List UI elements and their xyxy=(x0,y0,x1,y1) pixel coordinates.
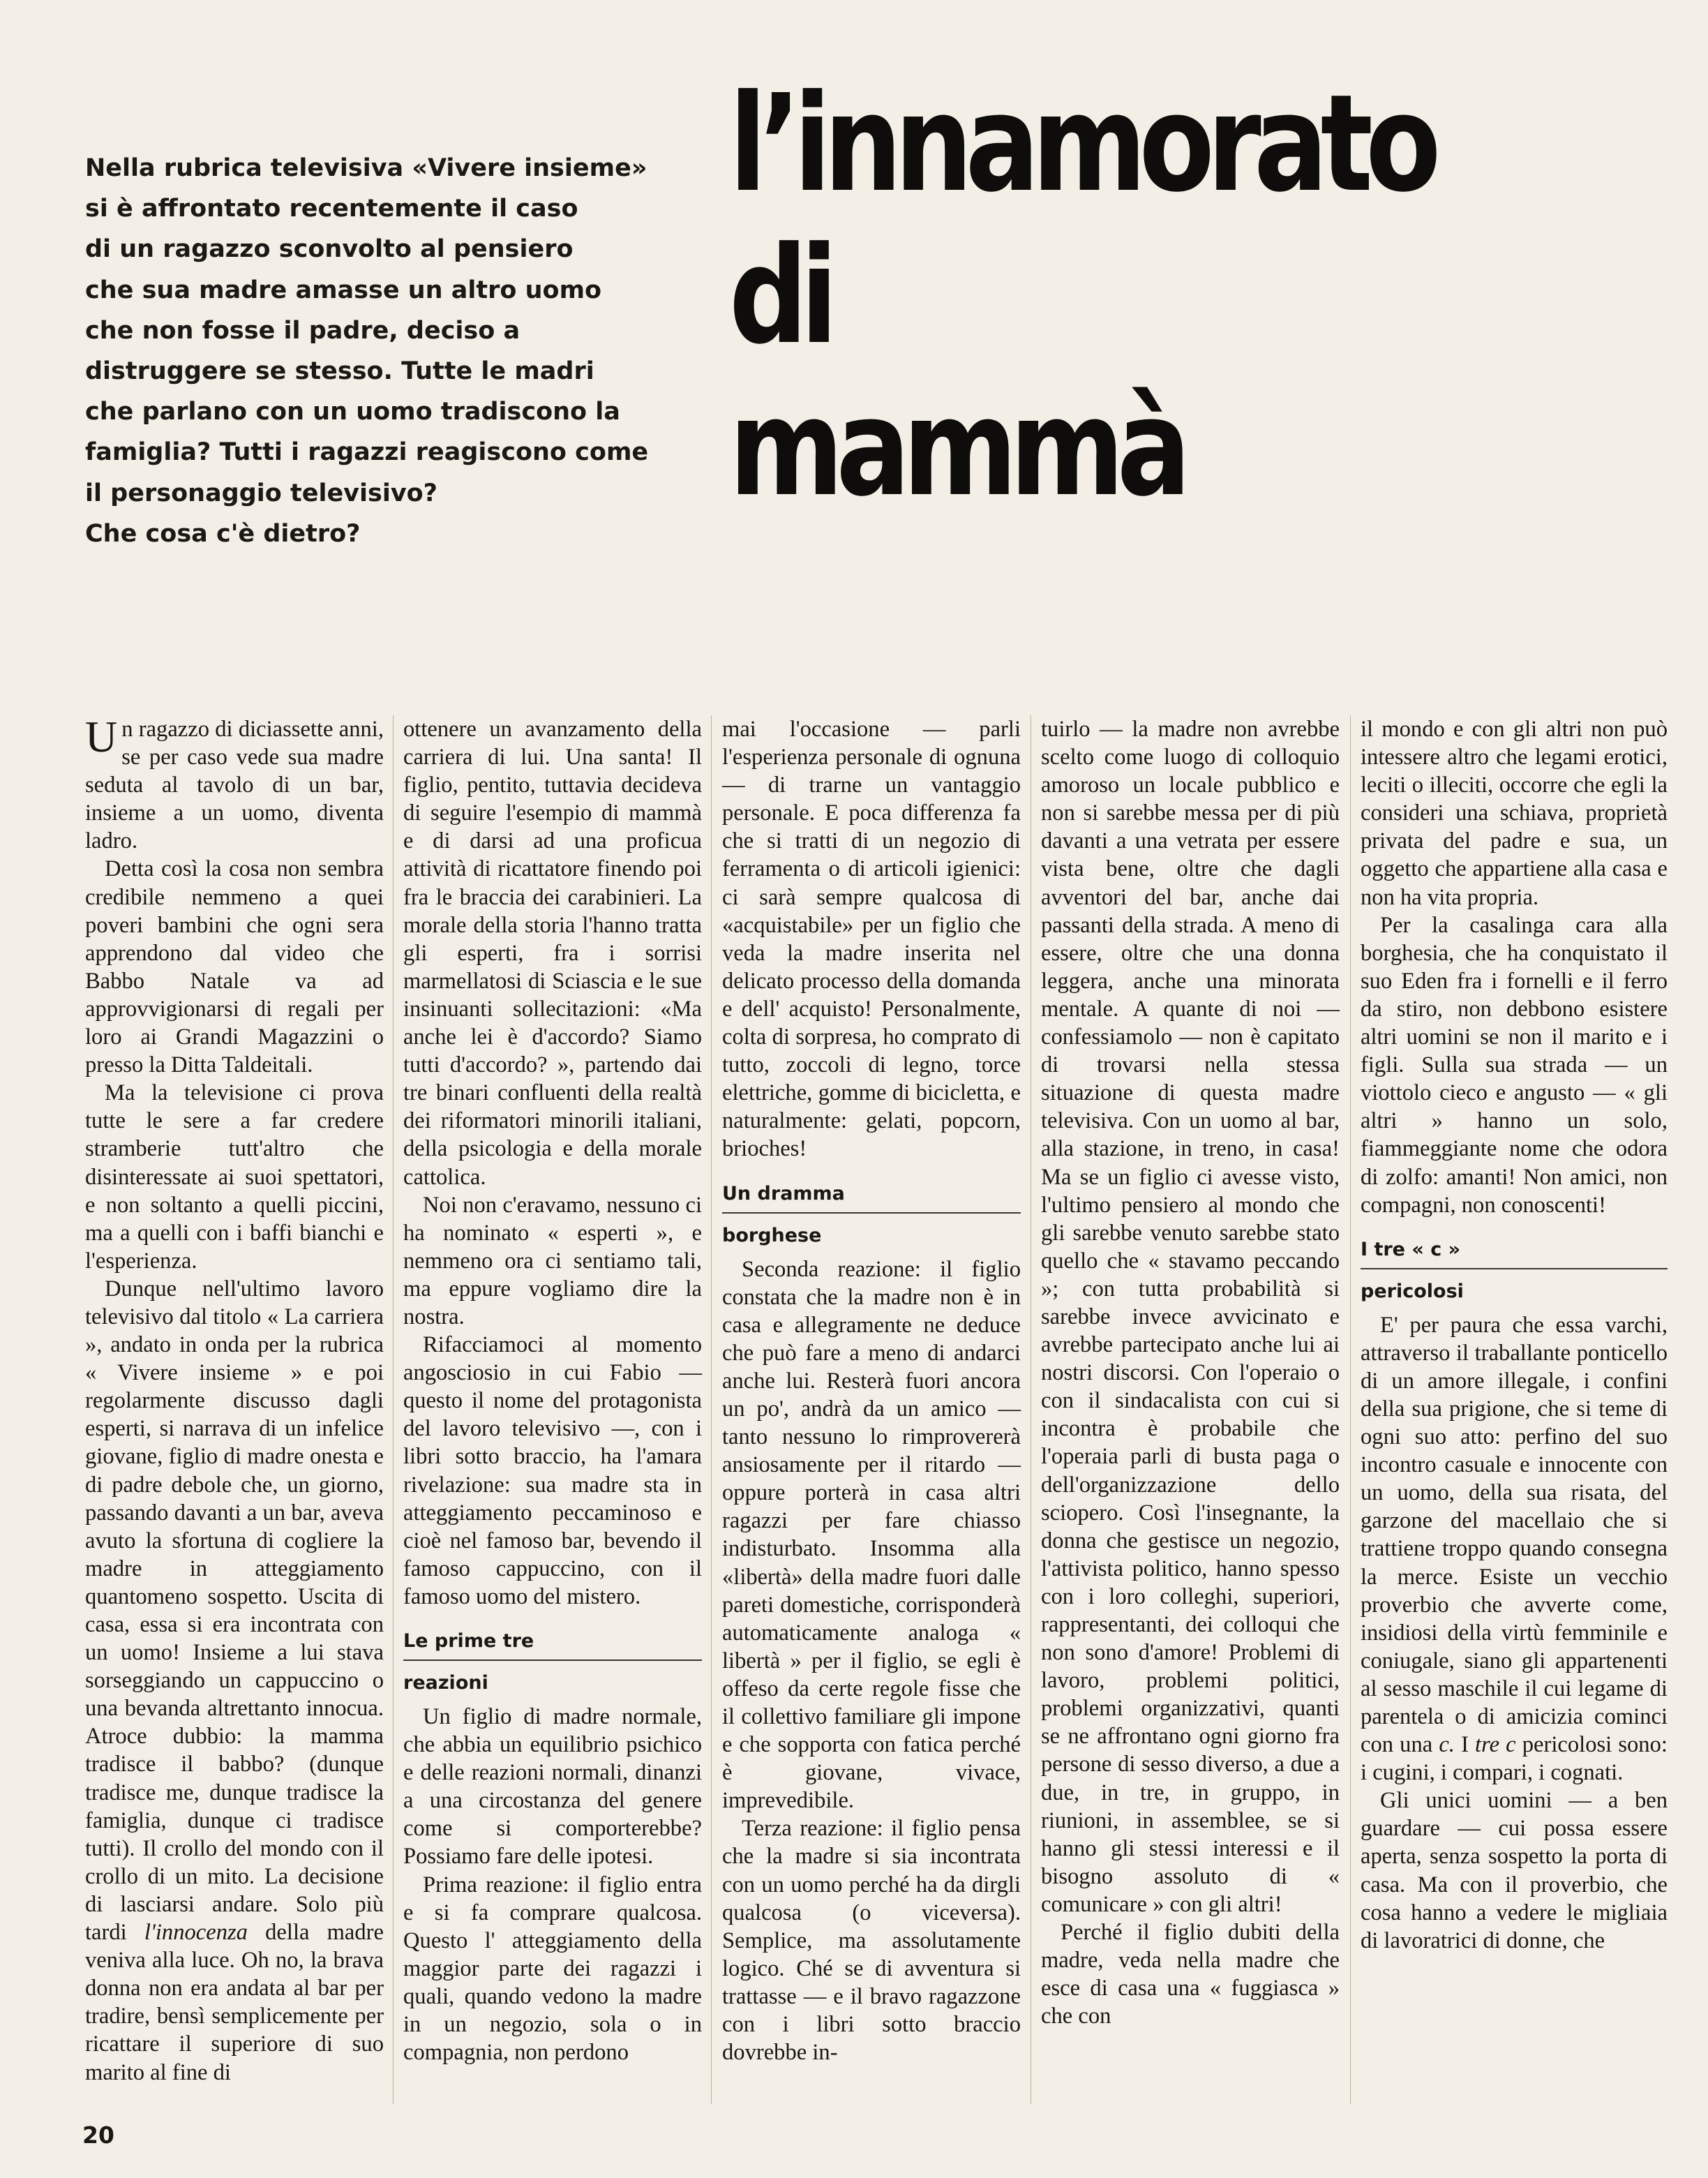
italic-text: c. xyxy=(1439,1732,1455,1758)
paragraph: Seconda reazione: il figlio constata che la madre non è in casa e allegramente ne deduce che può fare a meno di andarci anche lui. Resterà fuori ancora un po', andrà da un amico — tanto nessuno lo rimprovererà ansiosamente per il ritardo — oppure porterà in casa altri ragazzi per fare chiasso indisturbato. Insomma alla «libertà» della madre fuori dalle pareti domestiche, corrisponderà automaticamente analoga « libertà » per il figlio, se egli è offeso da certe regole fisse che il collettivo familiare gli impone e che sopporta con fatica perché è giovane, vivace, imprevedibile. xyxy=(722,1256,1021,1814)
text-column-4 xyxy=(1041,715,1340,2030)
paragraph: Noi non c'eravamo, nessuno ci ha nominato « esperti », e nemmeno ora ci sentiamo tali, ma eppure vogliamo dire la nostra. xyxy=(403,1192,702,1329)
paragraph: mai l'occasione — parli l'esperienza personale di ognuna — di trarne un vantaggio personale. E poca differenza fa che si tratti di un negozio di ferramenta o di articoli igienici: ci sarà sempre qualcosa di «acquistabile» per un figlio che veda la madre inserita nel delicato processo della domanda e dell' acquisto! Personalmente, colta di sorpresa, ho comprato di tutto, zoccoli di legno, torce elettriche, gomme di bicicletta, e naturalmente: gelati, popcorn, brioches! xyxy=(722,717,1021,1162)
paragraph: Detta così la cosa non sembra credibile nemmeno a quei poveri bambini che ogni sera apprendono dal video che Babbo Natale va ad approvvigionarsi di regali per loro ai Grandi Magazzini o presso la Ditta Taldeitali. xyxy=(85,856,384,1078)
intro-deck xyxy=(85,148,699,554)
text-column-2 xyxy=(403,715,702,2066)
paragraph: Terza reazione: il figlio pensa che la madre si sia incontrata con un uomo perché ha da dirgli qualcosa (o viceversa). Semplice, ma assolutamente logico. Ché se di avventura si trattasse — e il bravo ragazzone con i libri sotto braccio dovrebbe in- xyxy=(722,1816,1021,2066)
paragraph: Un figlio di madre normale, che abbia un equilibrio psichico e delle reazioni normali, dinanzi a una circostanza del genere come si comporterebbe? Possiamo fare delle ipotesi. xyxy=(403,1704,702,1870)
article-title xyxy=(729,68,1513,525)
paragraph: Dunque nell'ultimo lavoro televisivo dal titolo « La carriera », andato in onda per la rubrica « Vivere insieme » e poi regolarmente discusso dagli esperti, si narrava di un infelice giovane, figlio di madre onesta e di padre debole che, un giorno, passando davanti a un bar, aveva avuto la sfortuna di cogliere la madre in atteggiamento quantomeno sospetto. Uscita di casa, essa si era incontrata con un uomo! Insieme a lui stava sorseggiando un cappuccino o una bevanda altrettanto innocua. Atroce dubbio: la mamma tradisce il babbo? (dunque tradisce me, dunque tradisce la famiglia, dunque ci tradisce tutti). Il crollo del mondo con il crollo di un mito. La decisione di lasciarsi andare. Solo più tardi l'innocenza della madre veniva alla luce. Oh no, la brava donna non era andata al bar per tradire, bensì semplicemente per ricattare il superiore di suo marito al fine di xyxy=(85,1276,384,2085)
intro-line: che non fosse il padre, deciso a xyxy=(85,316,520,345)
subheading: Le prime tre reazioni xyxy=(403,1627,702,1697)
title-line: di xyxy=(729,218,831,374)
intro-line: Che cosa c'è dietro? xyxy=(85,519,361,548)
intro-line: di un ragazzo sconvolto al pensiero xyxy=(85,235,574,264)
paragraph: il mondo e con gli altri non può intessere altro che legami erotici, leciti o illeciti, occorre che egli la consideri una schiava, proprietà privata del padre e sua, un oggetto che appartiene alla casa e non ha vita propria. xyxy=(1361,717,1668,910)
subheading: Un dramma borghese xyxy=(722,1180,1021,1250)
text-column-5 xyxy=(1361,715,1668,1955)
paragraph: Gli unici uomini — a ben guardare — cui possa essere aperta, senza sospetto la porta di casa. Ma con il proverbio, che cosa hanno a vedere le migliaia di lavoratrici di donne, che xyxy=(1361,1788,1668,1953)
page-number: 20 xyxy=(82,2121,114,2149)
intro-line: il personaggio televisivo? xyxy=(85,479,437,507)
paragraph: Perché il figlio dubiti della madre, veda nella madre che esce di casa una « fuggiasca » che con xyxy=(1041,1920,1340,2029)
paragraph: Ma la televisione ci prova tutte le sere a far credere stramberie tutt'altro che disinteressate ai suoi spettatori, e non soltanto a quelli piccini, ma a quelli con i baffi bianchi e l'esperienza. xyxy=(85,1080,384,1274)
intro-line: famiglia? Tutti i ragazzi reagiscono come xyxy=(85,438,649,467)
intro-line: si è affrontato recentemente il caso xyxy=(85,195,578,223)
paragraph: Un ragazzo di diciassette anni, se per caso vede sua madre seduta al tavolo di un bar, insieme a un uomo, diventa ladro. xyxy=(85,712,384,854)
subheading: I tre « c » pericolosi xyxy=(1361,1236,1668,1306)
title-line: l’innamorato xyxy=(729,66,1434,222)
paragraph: Per la casalinga cara alla borghesia, che ha conquistato il suo Eden fra i fornelli e il ferro da stiro, non debbono esistere altri uomini se non il marito e i figli. Sulla sua strada — un viottolo cieco e angusto — « gli altri » hanno un solo, fiammeggiante nome che odora di zolfo: amanti! Non amici, non compagni, non conoscenti! xyxy=(1361,912,1668,1218)
text-column-1 xyxy=(85,712,384,2087)
italic-text: l'innocenza xyxy=(144,1920,248,1946)
intro-line: che parlano con un uomo tradiscono la xyxy=(85,398,620,426)
italic-text: tre c xyxy=(1475,1732,1516,1758)
paragraph: tuirlo — la madre non avrebbe scelto come luogo di colloquio amoroso un locale pubblico e non si sarebbe messa per di più davanti a una vetrata per essere vista bene, oltre che dagli avventori del bar, anche dai passanti della strada. A meno di essere, oltre che una donna leggera, anche una minorata mentale. A quante di noi — confessiamolo — non è capitato di trovarsi nella stessa situazione di questa madre televisiva. Con un uomo al bar, alla stazione, in treno, in casa! Ma se un figlio ci avesse visto, l'ultimo pensiero al mondo che gli sarebbe venuto sarebbe stato quello che « stavamo peccando »; con tutta probabilità si sarebbe invece avvicinato e avrebbe partecipato anche lui ai nostri discorsi. Con l'operaio o con il sindacalista con cui si incontra è probabile che l'operaia parli di busta paga o dell'organizzazione dello sciopero. Così l'insegnante, la donna che gestisce un negozio, l'attivista politico, hanno spesso con i loro colleghi, superiori, rappresentanti, dei colloqui che non sono d'amore! Problemi di lavoro, problemi politici, problemi organizzativi, quanti se ne affrontano ogni giorno fra persone di sesso diverso, a due a due, in tre, in gruppo, in riunioni, in assemblee, se si hanno gli stessi interessi e il bisogno assoluto di « comunicare » con gli altri! xyxy=(1041,717,1340,1917)
paragraph: ottenere un avanzamento della carriera di lui. Una santa! Il figlio, pentito, tuttavia decideva di seguire l'esempio di mammà e di darsi ad una proficua attività di ricattatore finendo poi fra le braccia dei carabinieri. La morale della storia l'hanno tratta gli esperti, fra i sorrisi marmellatosi di Sciascia e le sue insinuanti sollecitazioni: «Ma anche lei è d'accordo? Siamo tutti d'accordo? », partendo dai tre binari confluenti della realtà dei riformatori minorili italiani, della psicologia e della morale cattolica. xyxy=(403,717,702,1190)
column-divider xyxy=(1350,715,1351,2104)
paragraph: Rifacciamoci al momento angosciosio in cui Fabio — questo il nome del protagonista del lavoro televisivo —, con i libri sotto braccio, ha l'amara rivelazione: sua madre sta in atteggiamento peccaminoso e cioè nel famoso bar, bevendo il famoso cappuccino, con il famoso uomo del mistero. xyxy=(403,1332,702,1609)
paragraph: E' per paura che essa varchi, attraverso il traballante ponticello di un amore illegale, i confini della sua prigione, che si teme di ogni suo atto: perfino del suo incontro casuale e innocente con un uomo, della sua risata, del garzone del macellaio che si trattiene troppo quando consegna la merce. Esiste un vecchio proverbio che avverte come, insidiosi della virtù femminile e coniugale, siano gli appartenenti al sesso maschile il cui legame di parentela o di amicizia cominci con una c. I tre c pericolosi sono: i cugini, i compari, i cognati. xyxy=(1361,1312,1668,1786)
drop-cap: U xyxy=(85,712,118,761)
intro-line: distruggere se stesso. Tutte le madri xyxy=(85,357,594,386)
title-line: mammà xyxy=(729,371,1184,526)
intro-line: Nella rubrica televisiva «Vivere insieme» xyxy=(85,154,647,182)
column-divider xyxy=(393,715,394,2104)
intro-line: che sua madre amasse un altro uomo xyxy=(85,276,602,304)
text-column-3 xyxy=(722,715,1021,2066)
paragraph: Prima reazione: il figlio entra e si fa comprare qualcosa. Questo l' atteggiamento della maggior parte dei ragazzi i quali, quando vedono la madre in un negozio, sola o in compagnia, non perdono xyxy=(403,1872,702,2066)
column-divider xyxy=(711,715,712,2104)
